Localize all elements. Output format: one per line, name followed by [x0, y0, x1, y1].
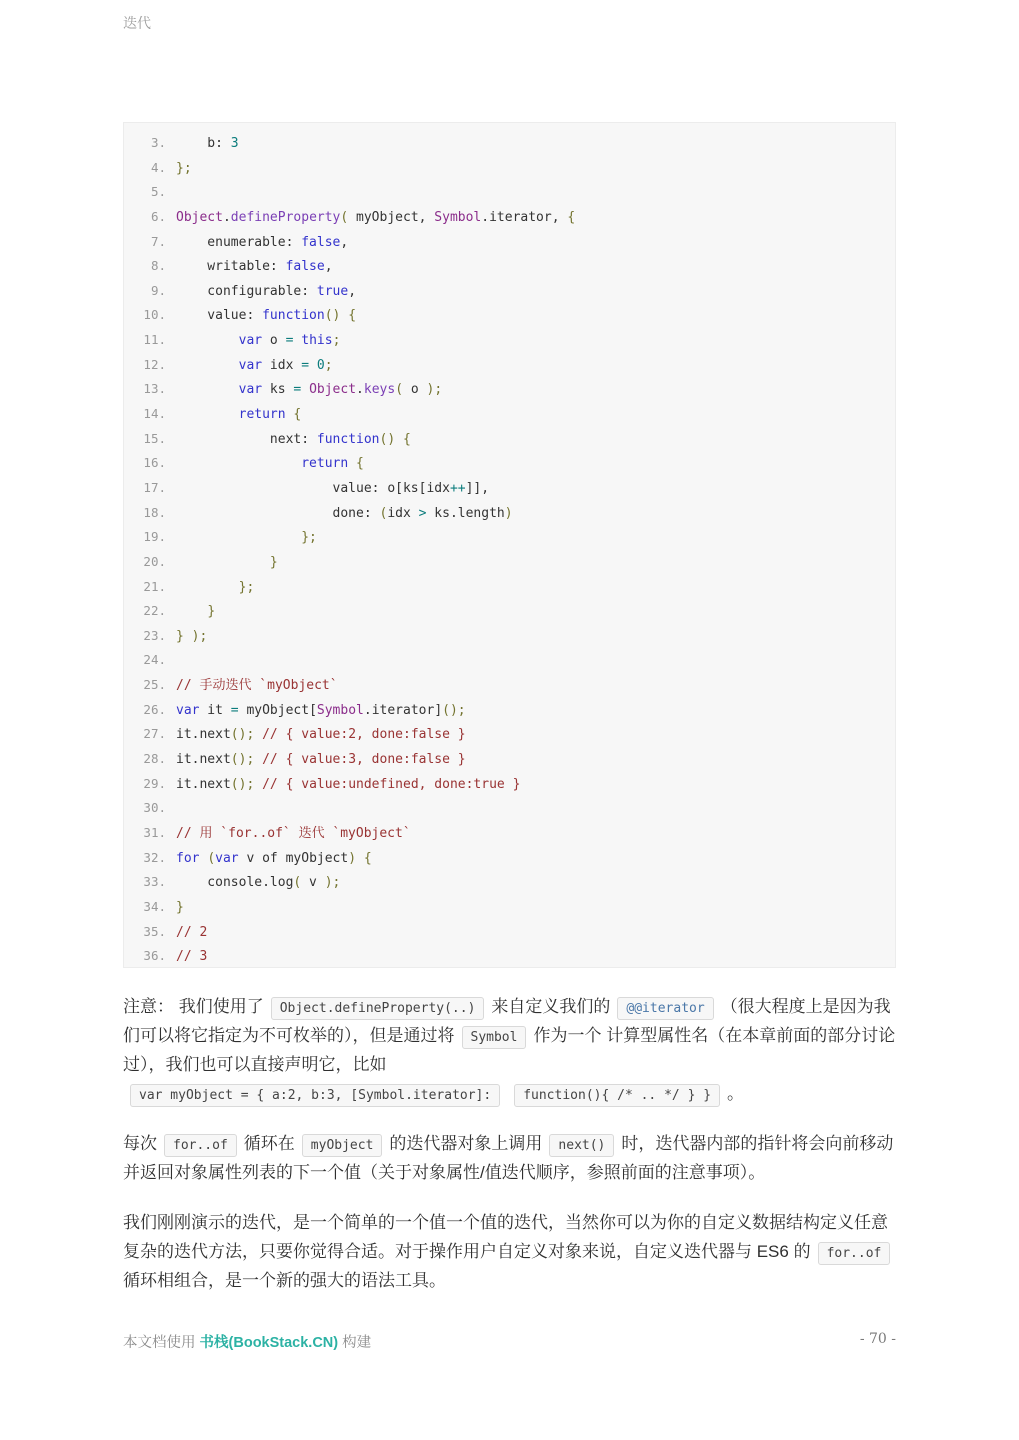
line-number: 35. — [143, 923, 166, 939]
code-token: (); — [442, 702, 466, 718]
inline-code: Symbol — [462, 1026, 527, 1049]
paragraph-text: 循环相组合，是一个新的强大的语法工具。 — [123, 1271, 446, 1290]
code-token: configurable: — [176, 283, 317, 299]
code-token: value: o[ks[idx — [176, 480, 450, 496]
code-token: // { value:3, done:false } — [262, 752, 466, 768]
code-line — [132, 279, 895, 304]
code-token: ; — [332, 333, 341, 349]
code-token: .iterator, — [481, 209, 568, 225]
code-token: ks — [262, 382, 294, 398]
code-token — [184, 629, 192, 644]
code-line — [132, 722, 895, 747]
code-token: ; — [324, 357, 333, 373]
code-token — [309, 358, 317, 373]
code-token: = — [230, 702, 239, 718]
line-number: 13. — [143, 381, 166, 397]
code-token: it.next — [176, 752, 231, 768]
code-line — [132, 205, 895, 230]
code-token: this — [301, 333, 333, 349]
code-token: // 用 `for..of` 迭代 `myObject` — [176, 825, 411, 841]
code-token: return — [301, 456, 349, 472]
line-number: 7. — [150, 233, 166, 249]
paragraph-text: 每次 — [123, 1134, 157, 1153]
code-line — [132, 328, 895, 353]
code-token: ks.length — [426, 505, 505, 521]
code-line — [132, 451, 895, 476]
code-token: = — [285, 333, 294, 349]
code-token — [176, 456, 301, 471]
code-token: it.next — [176, 776, 231, 792]
code-token: . — [222, 209, 231, 225]
paragraph-text: （很大程度上是因为我们可以将它指定为不可枚举的），但是通过将 — [123, 997, 891, 1045]
code-token: { — [348, 308, 357, 324]
code-token — [176, 530, 301, 545]
page-number: - 70 - — [859, 1331, 896, 1347]
code-token: } — [207, 604, 216, 620]
inline-code: function(){ /* .. */ } } — [514, 1084, 720, 1107]
code-token: ) — [504, 505, 513, 521]
code-token — [176, 580, 239, 595]
code-token: v — [301, 875, 325, 891]
code-token: function — [316, 431, 380, 447]
code-token: // { value:2, done:false } — [262, 727, 466, 743]
paragraph-text: 。 — [727, 1084, 745, 1103]
code-token: Symbol — [434, 209, 482, 225]
code-token — [176, 555, 270, 570]
paragraph — [123, 992, 899, 1108]
code-token: ) — [348, 850, 357, 866]
code-token: return — [238, 407, 286, 423]
code-token: value: — [176, 308, 263, 324]
code-line — [132, 156, 895, 181]
line-number: 5. — [150, 184, 166, 200]
code-token: // 手动迭代 `myObject` — [176, 678, 338, 694]
code-token: ); — [426, 382, 443, 398]
code-token: (); — [230, 776, 255, 792]
line-number: 25. — [143, 677, 166, 693]
code-token: ); — [191, 628, 208, 644]
code-token: false — [285, 259, 325, 275]
code-token: , — [324, 259, 333, 275]
code-token — [395, 432, 403, 447]
line-number: 32. — [143, 849, 166, 865]
code-token: keys — [363, 382, 396, 398]
code-line — [132, 920, 895, 945]
code-token — [176, 358, 239, 373]
code-token: ( — [379, 505, 388, 521]
inline-code: Object.defineProperty(..) — [271, 997, 485, 1020]
footer-text-suffix: 构建 — [338, 1335, 372, 1351]
code-token: idx — [262, 357, 302, 373]
code-token: (); — [230, 752, 255, 768]
code-token: myObject[ — [238, 702, 317, 718]
code-line — [132, 402, 895, 427]
inline-code: for..of — [818, 1242, 891, 1265]
code-token: }; — [301, 530, 317, 546]
code-line — [132, 648, 895, 673]
code-line — [132, 550, 895, 575]
line-number: 27. — [143, 726, 166, 742]
code-line — [132, 870, 895, 895]
code-token: function — [262, 308, 325, 324]
code-line — [132, 772, 895, 797]
code-token: // { value:undefined, done:true } — [262, 776, 521, 792]
code-line — [132, 846, 895, 871]
inline-code: myObject — [302, 1134, 383, 1157]
line-number: 8. — [150, 258, 166, 274]
code-token — [356, 851, 364, 866]
code-token: { — [567, 209, 576, 225]
code-token: o — [262, 333, 286, 349]
code-token: defineProperty — [230, 209, 341, 225]
code-line — [132, 821, 895, 846]
content-area — [123, 992, 899, 1316]
inline-code: @@iterator — [617, 997, 713, 1020]
line-number: 18. — [143, 504, 166, 520]
code-token — [348, 456, 356, 471]
code-token — [176, 382, 239, 397]
code-token — [176, 407, 239, 422]
code-token: { — [363, 850, 372, 866]
code-token: ( — [293, 875, 302, 891]
line-number: 30. — [143, 800, 166, 816]
paragraph — [123, 1129, 899, 1187]
code-token: 3 — [230, 136, 239, 151]
line-number: 34. — [143, 898, 166, 914]
inline-code: next() — [549, 1134, 614, 1157]
code-token: true — [316, 283, 349, 299]
code-token: { — [356, 456, 364, 472]
paragraph-text: 的迭代器对象上调用 — [389, 1134, 543, 1153]
code-token — [254, 752, 262, 767]
code-token: { — [293, 407, 302, 423]
code-token: Symbol — [316, 702, 364, 718]
code-token: var — [176, 702, 200, 718]
code-line — [132, 747, 895, 772]
line-number: 12. — [143, 356, 166, 372]
code-token — [176, 333, 239, 348]
code-token — [301, 382, 309, 397]
code-token: var — [238, 333, 263, 349]
code-token: // 3 — [176, 949, 208, 965]
code-token: v of myObject — [238, 850, 349, 866]
line-number: 6. — [150, 208, 166, 224]
line-number: 15. — [143, 430, 166, 446]
code-line — [132, 377, 895, 402]
paragraph-text: 来自定义我们的 — [491, 997, 611, 1016]
line-number: 4. — [150, 159, 166, 175]
code-line — [132, 476, 895, 501]
code-token: (); — [230, 727, 255, 743]
bookstack-link[interactable]: 书栈(BookStack.CN) — [199, 1335, 339, 1351]
paragraph-text: 注意： 我们使用了 — [123, 997, 264, 1016]
line-number: 16. — [143, 455, 166, 471]
code-token: .iterator] — [363, 702, 443, 718]
code-line — [132, 501, 895, 526]
page-heading: 迭代 — [123, 15, 151, 31]
line-number: 11. — [143, 332, 166, 348]
code-line — [132, 303, 895, 328]
footer-text-prefix: 本文档使用 — [123, 1335, 200, 1351]
code-token: var — [238, 357, 263, 373]
code-line — [132, 525, 895, 550]
code-token: myObject, — [348, 209, 435, 225]
code-line — [132, 673, 895, 698]
code-line — [132, 230, 895, 255]
code-token: > — [418, 505, 427, 521]
code-token: console.log — [176, 875, 294, 891]
code-token: it — [199, 702, 231, 718]
inline-code: var myObject = { a:2, b:3, [Symbol.iterator]: — [130, 1084, 500, 1107]
code-token: Object — [309, 382, 357, 398]
line-number: 20. — [143, 553, 166, 569]
code-token: writable: — [176, 259, 286, 275]
line-number: 22. — [143, 603, 166, 619]
line-number: 23. — [143, 627, 166, 643]
code-token: ( — [340, 209, 349, 225]
code-token: false — [301, 234, 341, 250]
code-line — [132, 599, 895, 624]
code-line — [132, 624, 895, 649]
code-token: ( — [207, 850, 216, 866]
code-token: var — [238, 382, 263, 398]
code-token — [254, 727, 262, 742]
paragraph-text: 时，迭代器内部的指针将会向前移动并返回对象属性列表的下一个值（关于对象属性/值迭代顺序，参照前面的注意事项）。 — [123, 1134, 894, 1182]
line-number: 3. — [150, 135, 166, 150]
code-line — [132, 353, 895, 378]
code-token: ++ — [449, 480, 466, 496]
code-token: () — [379, 431, 396, 447]
code-token: = — [301, 357, 310, 373]
paragraph-text: 我们刚刚演示的迭代，是一个简单的一个值一个值的迭代，当然你可以为你的自定义数据结构定义任意复杂的迭代方法，只要你觉得合适。对于操作用户自定义对象来说，自定义迭代器与 ES6 的 — [123, 1213, 888, 1261]
code-line — [132, 254, 895, 279]
code-line — [132, 944, 895, 968]
paragraph-text: 循环在 — [243, 1134, 295, 1153]
code-token: } — [176, 628, 184, 644]
line-number: 33. — [143, 874, 166, 890]
code-token: { — [403, 431, 411, 447]
code-token: done: — [176, 505, 380, 521]
code-line — [132, 895, 895, 920]
code-token: it.next — [176, 727, 231, 743]
code-token: }; — [176, 160, 192, 176]
code-token: Object — [176, 209, 223, 225]
line-number: 31. — [143, 824, 166, 840]
code-token: , — [340, 234, 349, 250]
code-line — [132, 698, 895, 723]
code-token: var — [215, 850, 239, 866]
inline-code: for..of — [164, 1134, 237, 1157]
line-number: 19. — [143, 529, 166, 545]
paragraph-text: 作为一个 计算型属性名（在本章前面的部分讨论过），我们也可以直接声明它，比如 — [123, 1026, 896, 1074]
code-token: idx — [387, 505, 419, 521]
line-number: 21. — [143, 578, 166, 594]
code-token: } — [269, 554, 278, 570]
line-number: 14. — [143, 406, 166, 422]
code-line — [132, 575, 895, 600]
line-number: 26. — [143, 701, 166, 717]
code-token: = — [293, 382, 302, 398]
code-token: } — [176, 899, 184, 915]
line-number: 9. — [150, 282, 166, 298]
code-token: o — [403, 382, 427, 398]
code-token: () — [324, 308, 341, 324]
line-number: 29. — [143, 775, 166, 791]
footer — [123, 1331, 896, 1352]
line-number: 28. — [143, 751, 166, 767]
code-token: // 2 — [176, 924, 208, 940]
code-line — [132, 796, 895, 821]
line-number: 17. — [143, 479, 166, 495]
code-line — [132, 427, 895, 452]
code-token — [254, 777, 262, 792]
code-token: ( — [395, 382, 404, 398]
line-number: 10. — [143, 307, 166, 323]
code-token: for — [176, 850, 200, 866]
code-block — [123, 122, 896, 968]
code-line — [132, 131, 895, 156]
code-token: , — [348, 283, 357, 299]
code-token — [176, 604, 207, 619]
line-number: 36. — [143, 948, 166, 964]
code-token: ]], — [465, 480, 490, 496]
code-token: b: — [176, 136, 231, 151]
code-token: . — [356, 382, 364, 398]
code-token: 0 — [316, 357, 325, 373]
paragraph — [123, 1208, 899, 1295]
code-token: ); — [324, 875, 341, 891]
code-token: enumerable: — [176, 234, 302, 250]
code-token: next: — [176, 431, 317, 447]
code-line — [132, 180, 895, 205]
line-number: 24. — [143, 652, 166, 668]
code-token: }; — [238, 579, 255, 595]
